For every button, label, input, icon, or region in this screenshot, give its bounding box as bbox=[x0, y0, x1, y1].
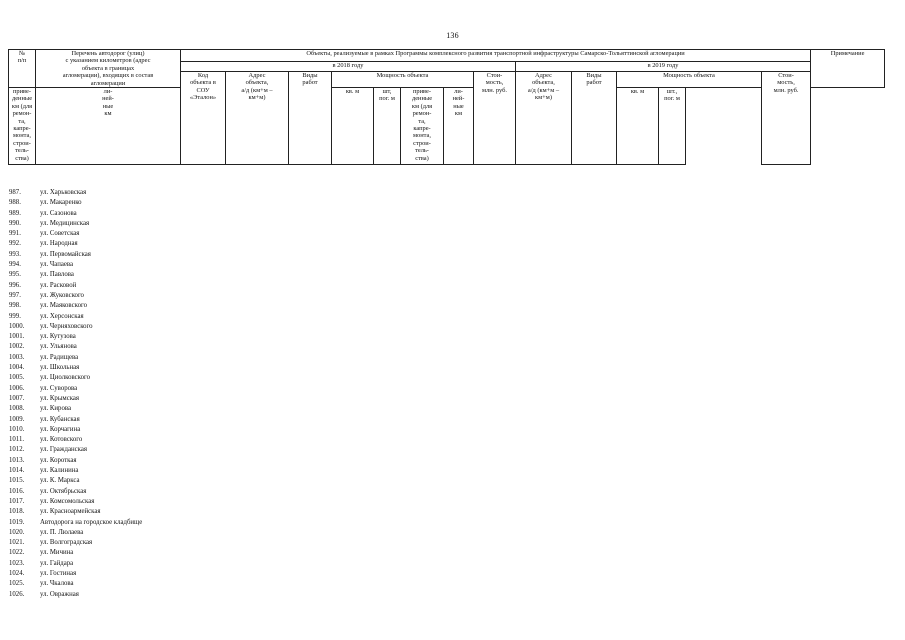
road-name: ул. Гостиная bbox=[40, 569, 77, 577]
list-item bbox=[9, 260, 309, 270]
row-number: 997. bbox=[9, 291, 21, 299]
header-col-objects: Объекты, реализуемые в рамках Программы комплексного развития транспортной инфраструктуры Самарско-Тольяттинской агломерации bbox=[181, 50, 811, 62]
row-number: 995. bbox=[9, 271, 21, 279]
road-name: ул. Крымская bbox=[40, 394, 80, 402]
road-name: ул. Красноармейская bbox=[40, 508, 101, 516]
road-name: ул. Черняховского bbox=[40, 322, 93, 330]
row-number: 1026. bbox=[9, 590, 25, 598]
row-number: 1004. bbox=[9, 364, 25, 372]
road-name: ул. Первомайская bbox=[40, 250, 91, 258]
row-number: 1022. bbox=[9, 549, 25, 557]
list-item bbox=[9, 579, 309, 589]
row-number: 998. bbox=[9, 302, 21, 310]
header-work-type-2019: Виды работ bbox=[572, 72, 617, 165]
header-address-2019: Адрес объекта, а/д (км+м – км+м) bbox=[516, 72, 572, 165]
header-pcs-2018: шт, пог. м bbox=[374, 88, 401, 165]
list-item bbox=[9, 590, 309, 600]
row-number: 990. bbox=[9, 219, 21, 227]
road-name: ул. Гражданская bbox=[40, 446, 87, 454]
header-reduced-km-2018: приве- денные км (для ремон- та, капре- монта, строи- тель- ства) bbox=[9, 88, 36, 165]
road-name: ул. Расковой bbox=[40, 281, 77, 289]
list-item bbox=[9, 353, 309, 363]
list-item bbox=[9, 466, 309, 476]
road-name: ул. Советская bbox=[40, 230, 80, 238]
row-number: 1015. bbox=[9, 477, 25, 485]
row-number: 1003. bbox=[9, 353, 25, 361]
list-item bbox=[9, 363, 309, 373]
header-col-road-list: Перечень автодорог (улиц) с указанием километров (адрес объекта в границах агломерации), входящих в состав агломерации bbox=[36, 50, 181, 88]
row-number: 999. bbox=[9, 312, 21, 320]
road-name: ул. Чкалова bbox=[40, 580, 74, 588]
header-address-2018: Адрес объекта, а/д (км+м – км+м) bbox=[226, 72, 289, 165]
header-table bbox=[8, 49, 885, 165]
list-item bbox=[9, 209, 309, 219]
row-number: 992. bbox=[9, 240, 21, 248]
road-name: ул. Кирова bbox=[40, 405, 71, 413]
road-name: ул. Школьная bbox=[40, 364, 80, 372]
header-object-code: Код объекта в СОУ «Эталон» bbox=[181, 72, 226, 165]
road-name: ул. Чапаева bbox=[40, 261, 74, 269]
row-number: 1012. bbox=[9, 446, 25, 454]
road-name: ул. Народная bbox=[40, 240, 78, 248]
row-number: 991. bbox=[9, 230, 21, 238]
road-name: ул. Маяковского bbox=[40, 302, 87, 310]
list-item bbox=[9, 188, 309, 198]
list-item bbox=[9, 198, 309, 208]
header-work-type-2018: Виды работ bbox=[289, 72, 332, 165]
row-number: 1008. bbox=[9, 405, 25, 413]
road-list bbox=[9, 188, 309, 600]
header-year-2019: в 2019 году bbox=[516, 62, 811, 72]
header-reduced-km-2019: приве- денные км (для ремон- та, капре- монта, строи- тель- ства) bbox=[401, 88, 444, 165]
list-item bbox=[9, 322, 309, 332]
header-capacity-2018: Мощность объекта bbox=[332, 72, 474, 88]
row-number: 1019. bbox=[9, 518, 25, 526]
list-item bbox=[9, 291, 309, 301]
header-col-number: № п/п bbox=[9, 50, 36, 88]
list-item bbox=[9, 394, 309, 404]
road-name: ул. П. Люлаева bbox=[40, 528, 84, 536]
road-name: ул. Комсомольская bbox=[40, 497, 95, 505]
list-item bbox=[9, 476, 309, 486]
list-item bbox=[9, 384, 309, 394]
list-item bbox=[9, 415, 309, 425]
row-number: 1014. bbox=[9, 467, 25, 475]
list-item bbox=[9, 528, 309, 538]
row-number: 1006. bbox=[9, 384, 25, 392]
row-number: 1017. bbox=[9, 497, 25, 505]
row-number: 1020. bbox=[9, 528, 25, 536]
list-item bbox=[9, 342, 309, 352]
road-name: ул. Мичина bbox=[40, 549, 74, 557]
list-item bbox=[9, 312, 309, 322]
list-item bbox=[9, 548, 309, 558]
road-name: ул. Циолковского bbox=[40, 374, 91, 382]
row-number: 1002. bbox=[9, 343, 25, 351]
row-number: 1001. bbox=[9, 333, 25, 341]
road-name: ул. Корчагина bbox=[40, 425, 81, 433]
road-name: ул. Радищева bbox=[40, 353, 79, 361]
header-col-note: Примечание bbox=[811, 50, 885, 88]
road-name: ул. Котовского bbox=[40, 436, 83, 444]
list-item bbox=[9, 301, 309, 311]
road-name: ул. Волгоградская bbox=[40, 539, 93, 547]
list-item bbox=[9, 559, 309, 569]
road-name: ул. Херсонская bbox=[40, 312, 84, 320]
row-number: 987. bbox=[9, 189, 21, 196]
row-number: 988. bbox=[9, 199, 21, 207]
road-name: ул. Суворова bbox=[40, 384, 78, 392]
road-name: ул. Кубанская bbox=[40, 415, 80, 423]
list-item bbox=[9, 332, 309, 342]
row-number: 1021. bbox=[9, 539, 25, 547]
row-number: 1024. bbox=[9, 569, 25, 577]
row-number: 1025. bbox=[9, 580, 25, 588]
list-item bbox=[9, 425, 309, 435]
row-number: 1013. bbox=[9, 456, 25, 464]
row-number: 1009. bbox=[9, 415, 25, 423]
road-name: ул. Гайдара bbox=[40, 559, 74, 567]
road-name: ул. Калинина bbox=[40, 467, 79, 475]
road-name: ул. Макаренко bbox=[40, 199, 82, 207]
header-sq-m-2018: кв. м bbox=[332, 88, 374, 165]
list-item bbox=[9, 435, 309, 445]
road-name: ул. Медицинская bbox=[40, 219, 90, 227]
road-name: ул. Жуковского bbox=[40, 291, 84, 299]
header-linear-km-2019: ли- ней- ные км bbox=[444, 88, 474, 165]
list-item bbox=[9, 281, 309, 291]
list-item bbox=[9, 270, 309, 280]
list-item bbox=[9, 404, 309, 414]
road-name: ул. Сазонова bbox=[40, 209, 77, 217]
list-item bbox=[9, 487, 309, 497]
row-number: 1007. bbox=[9, 394, 25, 402]
list-item bbox=[9, 507, 309, 517]
row-number: 996. bbox=[9, 281, 21, 289]
list-item bbox=[9, 518, 309, 528]
list-item bbox=[9, 373, 309, 383]
row-number: 1005. bbox=[9, 374, 25, 382]
road-name: Автодорога на городское кладбище bbox=[40, 518, 143, 526]
row-number: 1010. bbox=[9, 425, 25, 433]
road-name: ул. К. Маркса bbox=[40, 477, 80, 485]
header-year-2018: в 2018 году bbox=[181, 62, 516, 72]
road-name: ул. Павлова bbox=[40, 271, 74, 279]
header-cost-2018: Стои- мость, млн. руб. bbox=[474, 72, 516, 165]
road-name: ул. Ульянова bbox=[40, 343, 77, 351]
list-item bbox=[9, 239, 309, 249]
header-pcs-2019: шт., пог. м bbox=[659, 88, 686, 165]
row-number: 1023. bbox=[9, 559, 25, 567]
header-cost-2019: Стои- мость, млн. руб. bbox=[762, 72, 811, 165]
header-capacity-2019: Мощность объекта bbox=[617, 72, 762, 88]
row-number: 994. bbox=[9, 261, 21, 269]
row-number: 1011. bbox=[9, 436, 25, 444]
list-item bbox=[9, 250, 309, 260]
road-name: ул. Харьковская bbox=[40, 189, 87, 196]
header-linear-km-2018: ли- ней- ные км bbox=[36, 88, 181, 165]
row-number: 1018. bbox=[9, 508, 25, 516]
header-sq-m-2019: кв. м bbox=[617, 88, 659, 165]
list-item bbox=[9, 445, 309, 455]
road-name: ул. Овражная bbox=[40, 590, 79, 598]
list-item bbox=[9, 497, 309, 507]
list-item bbox=[9, 456, 309, 466]
row-number: 993. bbox=[9, 250, 21, 258]
list-item bbox=[9, 229, 309, 239]
road-name: ул. Кутузова bbox=[40, 333, 76, 341]
road-name: ул. Октябрьская bbox=[40, 487, 87, 495]
row-number: 1016. bbox=[9, 487, 25, 495]
list-item bbox=[9, 219, 309, 229]
list-item bbox=[9, 538, 309, 548]
page-number: 136 bbox=[446, 31, 459, 40]
row-number: 989. bbox=[9, 209, 21, 217]
road-name: ул. Короткая bbox=[40, 456, 77, 464]
list-item bbox=[9, 569, 309, 579]
row-number: 1000. bbox=[9, 322, 25, 330]
